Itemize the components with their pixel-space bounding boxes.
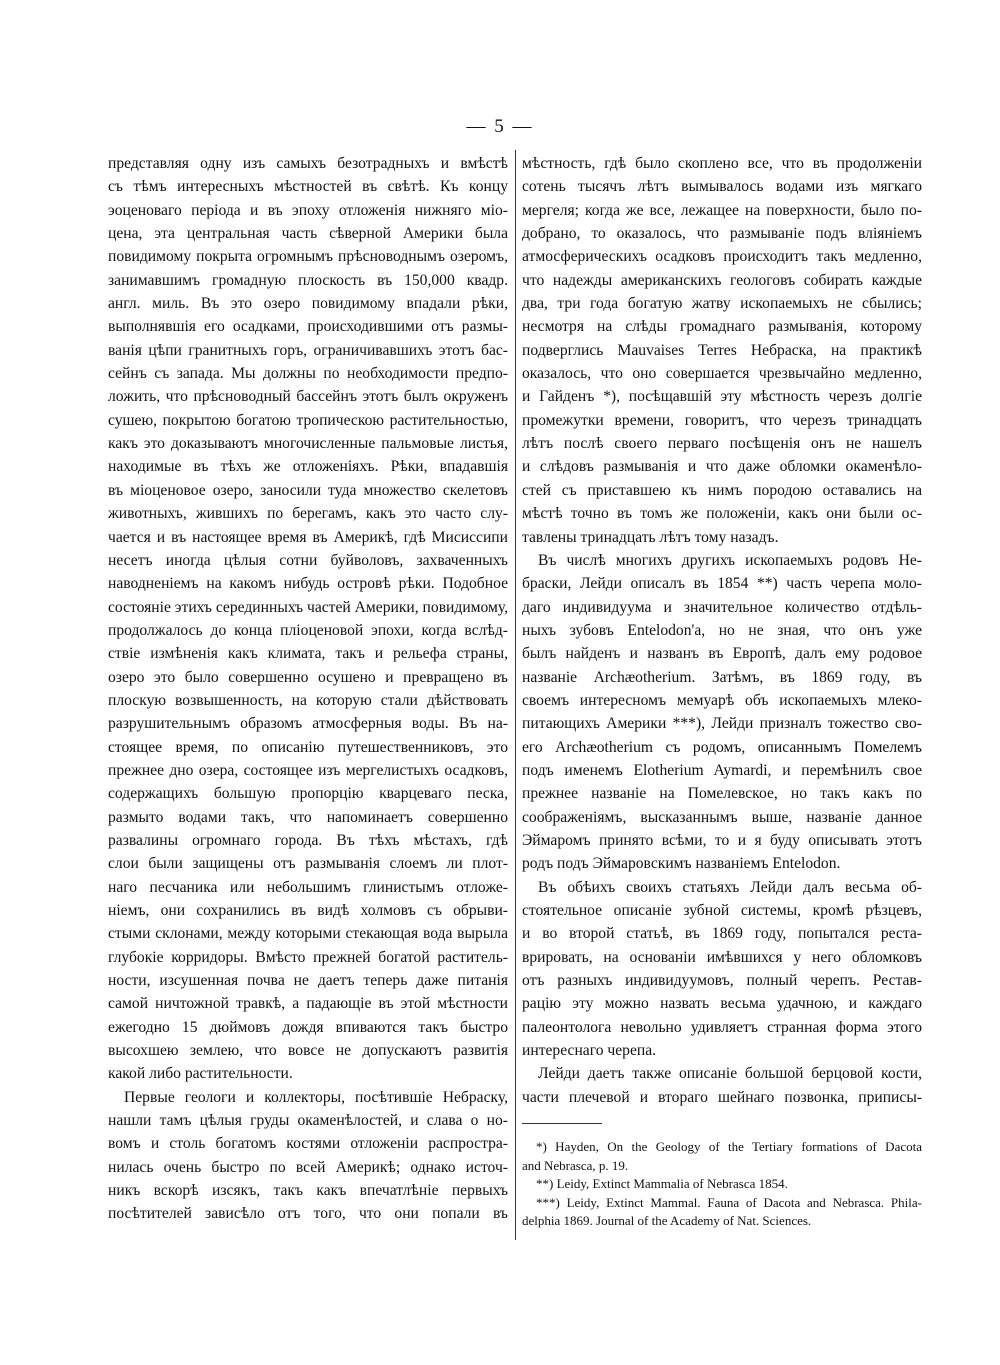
- text-line: подъ именемъ Elotherium Aymardi, и перемѣнилъ свое: [522, 761, 922, 779]
- text-line: состояніе этихъ серединныхъ частей Америки, повидимому,: [108, 598, 509, 616]
- text-line: оказалось, что оно совершается чрезвычайно медленно,: [522, 365, 922, 383]
- text-line: развалины огромнаго города. Въ тѣхъ мѣстахъ, гдѣ: [108, 831, 508, 849]
- text-line: мергеля; когда же все, лежащее на поверхности, было по-: [522, 201, 922, 219]
- column-divider: [515, 150, 516, 1240]
- text-line: англ. миль. Въ это озеро повидимому впадали рѣки,: [108, 295, 508, 313]
- text-line: какой либо растительности.: [108, 1065, 293, 1083]
- text-line: продолжалось до конца пліоценовой эпохи, когда вслѣд-: [108, 621, 508, 639]
- text-line: слои были защищены отъ размыванія слоемъ ли плот-: [108, 855, 508, 873]
- text-line: размыто водами такъ, что напоминаетъ совершенно: [108, 808, 508, 826]
- text-line: сотень тысячъ лѣтъ вымывалось водами изъ мягкаго: [522, 178, 922, 196]
- footnotes: [522, 1138, 922, 1231]
- text-line: ежегодно 15 дюймовъ дождя впиваются такъ быстро: [108, 1018, 508, 1036]
- text-line: нашли тамъ цѣлыя груды окаменѣлостей, и слава о но-: [108, 1112, 508, 1130]
- text-line: и Гайденъ *), посѣщавшій эту мѣстность черезъ долгіе: [522, 388, 922, 406]
- text-line: ванія цѣпи гранитныхъ горъ, ограничивавшихъ этотъ бас-: [108, 341, 508, 359]
- text-line: разрушительнымъ образомъ атмосферныя воды. Въ на-: [108, 715, 508, 733]
- text-line: наводненіемъ на какомъ нибудь островѣ рѣки. Подобное: [108, 575, 508, 593]
- text-line: былъ найденъ и названъ въ Европѣ, далъ ему родовое: [522, 645, 922, 663]
- text-line: тавлены тринадцать лѣтъ тому назадъ.: [522, 528, 779, 546]
- text-line: два, три года богатую жатву ископаемыхъ не сбылись;: [522, 295, 922, 313]
- text-line: даго индивидуума и значительное количество отдѣль-: [522, 598, 922, 616]
- text-line: цена, эта центральная часть сѣверной Америки была: [108, 225, 508, 243]
- text-line: наго песчаника или небольшимъ глинистымъ отложе-: [108, 878, 508, 896]
- text-line: содержащихъ большую пропорцію кварцеваго песка,: [108, 785, 508, 803]
- text-line: прежнее названіе на Помелевское, но такъ какъ по: [522, 785, 922, 803]
- text-line: вомъ и столь богатомъ костями отложеніи распростра-: [108, 1135, 508, 1153]
- text-line: животныхъ, жившихъ по берегамъ, какъ это часто слу-: [108, 505, 508, 523]
- text-line: несетъ иногда цѣлыя сотни буйволовъ, захваченныхъ: [108, 551, 508, 569]
- text-line: плоскую возвышенность, на которую стали дѣйствовать: [108, 691, 508, 709]
- text-line: ложить, что прѣсноводный бассейнъ этотъ былъ окруженъ: [108, 388, 508, 406]
- text-line: отъ разныхъ индивидуумовъ, полный черепъ. Рестав-: [522, 972, 922, 990]
- footnote-1-continued: and Nebrasca, p. 19.: [522, 1157, 629, 1173]
- text-line: мѣстность, гдѣ было скоплено все, что въ продолженіи: [522, 155, 922, 172]
- text-line: ныхъ зубовъ Entelodon'a, но не зная, что онъ уже: [522, 621, 922, 639]
- page-number: — 5 —: [466, 116, 534, 137]
- text-line: съ тѣмъ интересныхъ мѣстностей въ свѣтѣ. Къ концу: [108, 178, 508, 196]
- text-line: чается и въ настоящее время въ Америкѣ, гдѣ Мисиссипи: [108, 528, 508, 546]
- footnote-3-continued: delphia 1869. Journal of the Academy of Nat. Sciences.: [522, 1213, 812, 1229]
- text-line: рацію эту можно назвать весьма удачною, и каждаго: [522, 995, 922, 1013]
- paragraph-start-line: Въ обѣихъ своихъ статьяхъ Лейди далъ весьма об-: [538, 878, 922, 896]
- text-line: стоящее время, по описанію путешественниковъ, это: [108, 738, 508, 756]
- text-line: самой ничтожной травкѣ, а падающіе въ этой мѣстности: [108, 995, 508, 1013]
- text-line: названіе Archæotherium. Затѣмъ, въ 1869 году, въ: [522, 668, 922, 686]
- text-line: сейнъ съ запада. Мы должны по необходимости предпо-: [108, 365, 508, 383]
- text-line: лѣтъ послѣ своего перваго посѣщенія онъ не нашелъ: [522, 435, 922, 453]
- footnote-1: *) Hayden, On the Geology of the Tertiary formations of Dacota: [536, 1139, 922, 1155]
- text-line: соображеніямъ, высказаннымъ выше, названіе данное: [522, 808, 922, 826]
- text-line: стыми склонами, между которыми стекающая вода вырыла: [108, 925, 508, 943]
- text-line: сушею, покрытою богатою тропическою растительностью,: [108, 411, 508, 429]
- text-line: стоятельное описаніе зубной системы, кромѣ рѣзцевъ,: [522, 902, 922, 919]
- text-line: и слѣдовъ размыванія и что даже обломки окаменѣло-: [522, 458, 922, 476]
- text-line: подверглись Mauvaises Terres Небраска, на практикѣ: [522, 341, 922, 359]
- text-line: прежнее дно озера, состоящее изъ мергелистыхъ осадковъ,: [108, 761, 508, 779]
- text-line: промежутки времени, говоритъ, что черезъ тринадцать: [522, 411, 922, 429]
- footnote-2: **) Leidy, Extinct Mammalia of Nebrasca 1854.: [536, 1176, 788, 1192]
- text-line: ствіе измѣненія какъ климата, такъ и рельефа страны,: [108, 645, 508, 663]
- text-line: врировать, на основаніи имѣвшихся у него обломковъ: [522, 948, 922, 966]
- text-line: питающихъ Америки ***), Лейди призналъ тожество сво-: [522, 715, 922, 733]
- text-line: эоценоваго періода и въ эпоху отложенія нижняго міо-: [108, 201, 508, 219]
- text-line: интереснаго черепа.: [522, 1042, 657, 1060]
- text-line: находимые въ тѣхъ же отложеніяхъ. Рѣки, впадавшія: [108, 458, 508, 476]
- text-line: нилась очень быстро по всей Америкѣ; однако источ-: [108, 1158, 508, 1176]
- text-line: ности, изсушенная почва не даетъ теперь даже питанія: [108, 972, 508, 990]
- text-line: его Archæotherium съ родомъ, описаннымъ Помелемъ: [522, 738, 922, 756]
- text-line: представляя одну изъ самыхъ безотрадныхъ и вмѣстѣ: [108, 155, 508, 172]
- text-line: въ міоценовое озеро, заносили туда множество скелетовъ: [108, 481, 508, 499]
- text-line: атмосферическихъ осадковъ происходитъ такъ медленно,: [522, 248, 922, 266]
- text-line: озеро это было совершенно осушено и превращено въ: [108, 668, 508, 686]
- text-line: палеонтолога невольно удивляетъ странная форма этого: [522, 1018, 922, 1036]
- text-line: повидимому покрыта огромнымъ прѣсноводнымъ озеромъ,: [108, 248, 508, 266]
- text-line: браски, Лейди описалъ въ 1854 **) часть черепа моло-: [522, 575, 922, 593]
- text-line: части плечевой и втораго шейнаго позвонка, приписы-: [522, 1088, 922, 1106]
- right-column: [522, 152, 922, 1231]
- text-line: родъ подъ Эймаровскимъ названіемъ Entelodon.: [522, 855, 841, 873]
- text-line: выполнявшія его осадками, происходившими отъ размы-: [108, 318, 508, 336]
- text-line: добрано, то оказалось, что размываніе подъ вліяніемъ: [522, 225, 922, 243]
- text-line: стей съ приставшею къ нимъ породою оставались на: [522, 481, 922, 499]
- paragraph-start-line: Въ числѣ многихъ другихъ ископаемыхъ родовъ Не-: [538, 551, 922, 569]
- text-line: ніемъ, они сохранились въ видѣ холмовъ съ обрыви-: [108, 902, 508, 919]
- text-line: что надежды американскихъ геологовъ собирать каждые: [522, 271, 922, 289]
- paragraph-start-line: Лейди даетъ также описаніе большой берцовой кости,: [538, 1065, 922, 1083]
- text-line: Эймаромъ принято всѣми, то и я буду описывать этотъ: [522, 831, 922, 849]
- left-column: [108, 152, 508, 1226]
- text-line: никъ вскорѣ изсякъ, такъ какъ впечатлѣніе первыхъ: [108, 1182, 508, 1200]
- text-line: и во второй статьѣ, въ 1869 году, попытался реста-: [522, 925, 922, 943]
- text-line: высохшею землею, что вовсе не допускаютъ развитія: [108, 1042, 508, 1060]
- paragraph-start-line: Первые геологи и коллекторы, посѣтившіе Небраску,: [124, 1088, 508, 1106]
- text-line: мѣстѣ точно въ томъ же положеніи, какъ они были ос-: [522, 505, 922, 523]
- footnote-separator: [522, 1123, 602, 1124]
- text-line: глубокіе корридоры. Вмѣсто прежней богатой раститель-: [108, 948, 508, 966]
- footnote-3: ***) Leidy, Extinct Mammal. Fauna of Dacota and Nebrasca. Phila-: [536, 1194, 922, 1210]
- text-line: какъ это доказываютъ многочисленные пальмовые листья,: [108, 435, 508, 453]
- text-line: занимавшимъ громадную плоскость въ 150,000 квадр.: [108, 271, 508, 289]
- text-line: посѣтителей зависѣло отъ того, что они попали въ: [108, 1205, 508, 1223]
- text-line: несмотря на слѣды громаднаго размыванія, которому: [522, 318, 922, 336]
- text-line: своемъ интересномъ мемуарѣ объ ископаемыхъ млеко-: [522, 691, 922, 709]
